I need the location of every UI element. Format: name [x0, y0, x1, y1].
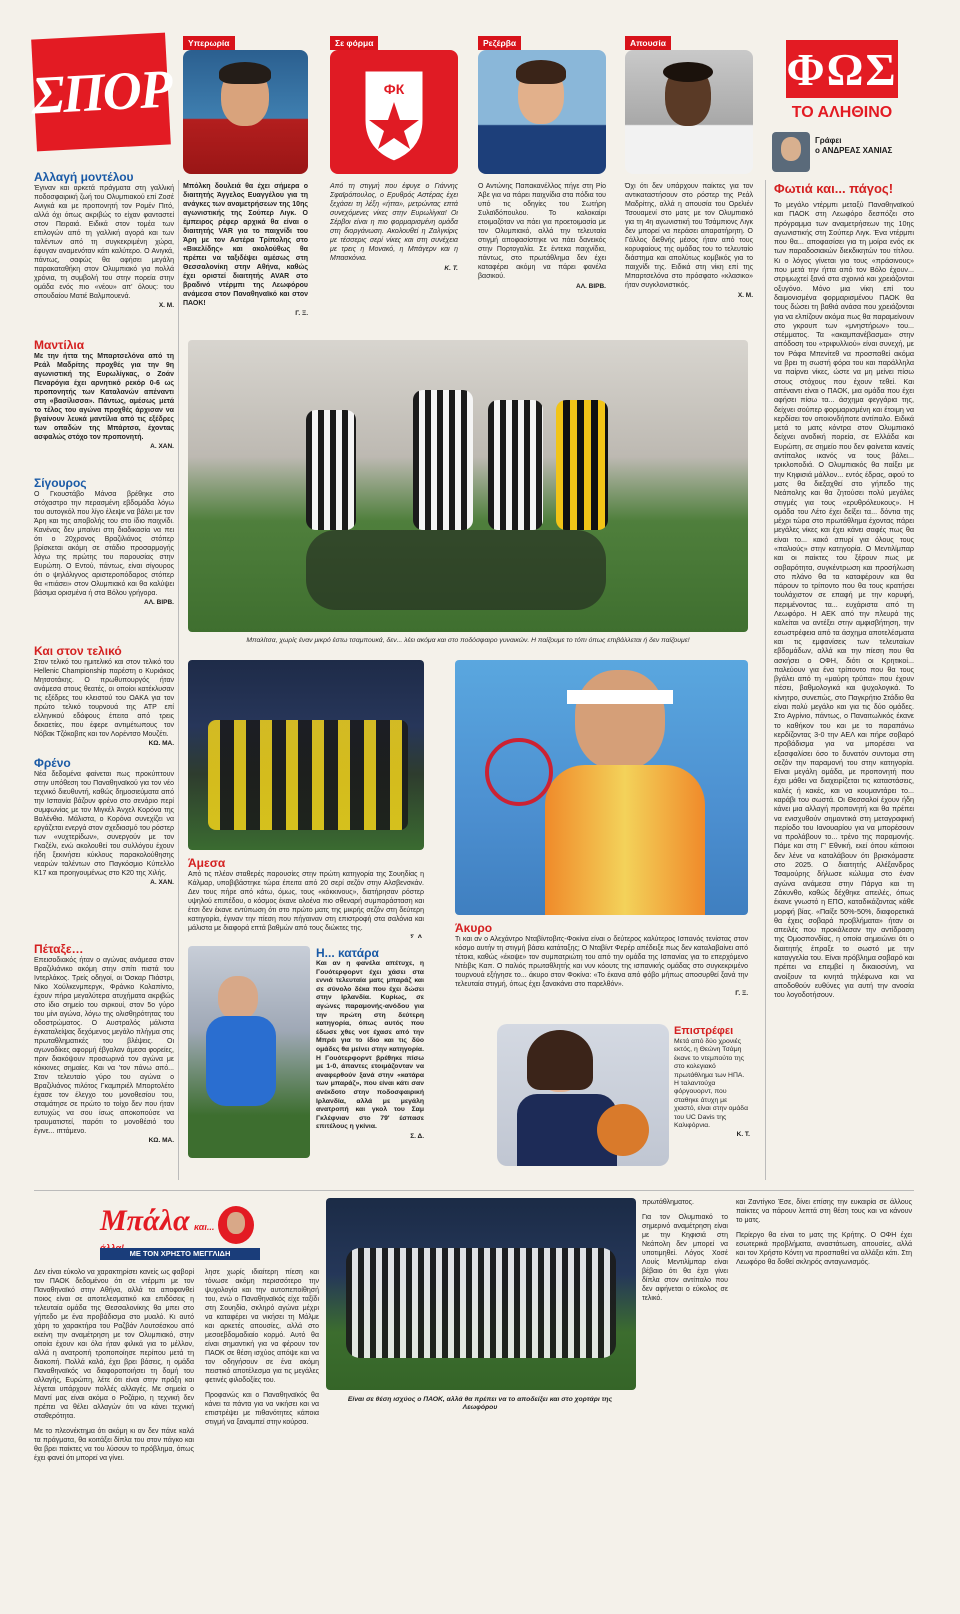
bottom-col-1: [34, 1268, 194, 1578]
tile-apousia: [625, 36, 753, 174]
akyro-title: Άκυρο: [455, 921, 493, 935]
crvena-zvezda-badge: [330, 50, 458, 174]
brief-title: Σίγουρος: [34, 476, 87, 490]
svg-text:ФК: ФК: [383, 81, 405, 97]
fos-subtitle: ΤΟ ΑΛΗΘΙΝΟ: [791, 104, 893, 121]
brief-item: [34, 170, 174, 338]
tile-label: Απουσία: [625, 36, 671, 50]
bottom-col-2-text-b: Προφανώς και ο Παναθηναϊκός θα κάνει τα πάντα για να νικήσει και να επιστρέψει με πιθανότητες κάποια στιγμή να ξαναμπεί στην κούρσα.: [205, 1392, 319, 1426]
referee-photo: [183, 50, 308, 174]
paok-photo-caption: Είναι σε θέση ισχύος ο ΠΑΟΚ, αλλά θα πρέπει να το αποδείξει και στο χορτάρι της Λεωφόρου: [347, 1396, 613, 1411]
epistrefei-author: Κ. Τ.: [736, 1131, 750, 1139]
bottom-col-1-text-b: Με το πλεονέκτημα ότι ακόμη κι αν δεν πάνε καλά τα πράγματα, θα κοιτάξει δίπλα του στον πάγκο και θα βρει παίκτες να του λύσουν το πρόβλημα, όπως έχει φανεί ότι μπορεί να γίνει.: [34, 1428, 194, 1462]
katara-block: [316, 946, 424, 1158]
mpala-logo-sub: και...: [194, 1222, 215, 1232]
tennis-coach-photo: [455, 660, 748, 915]
brief-title: Αλλαγή μοντέλου: [34, 170, 134, 184]
akyro-body: Τι και αν ο Αλεχάντρο Νταβίντοβιτς-Φοκίνα είναι ο δεύτερος καλύτερος Ισπανός τενίστας στον κόσμο αυτήν τη στιγμή βάσει κατάταξης; Ο Νταβίντ Φερέρ απέδειξε πως δεν καταλαβαίνει από τέτοια, καθώς «έκοψε» τον συμπατριώτη του από την ομάδα της Ισπανίας για το επερχόμενο Ντέιβις Καπ. Ο παλιός πρωταθλητής και νυν κόουτς της ισπανικής ομάδας στο συγκεκριμένο τουρνουά εξήγησε το... άκυρο στον Φοκίνα: «Το έκανα από φόβο μήπως αποσυρθεί ξανά την τελευταία στιγμή, όπως έχει ξανακάνει στο παρελθόν».: [455, 936, 748, 988]
bottom-col-2-text: λησε χωρίς ιδιαίτερη πίεση και τόνωσε ακόμη περισσότερο την ψυχολογία και την αυτοπεποίθησή του, ενώ ο Παναθηναϊκός είχε ταξίδι στη Σουηδία, σκληρό αγώνα μέχρι να καταφέρει να νικήσει τη Μάλμε και αρκετές απουσίες, αλλά στο μεσοεβδομαδιαίο κορμό. Αυτό θα είναι σημαντική για να φέρουν τον ΠΑΟΚ σε θέση ισχύος απόψε και να τον οδηγήσουν σε ένα ακόμη πειστικό αποτέλεσμα για τις μεγάλες φετινές φιλοδοξίες του.: [205, 1269, 319, 1384]
bottom-rule: [34, 1190, 914, 1191]
brief-author: ΚΩ. ΜΑ.: [148, 740, 174, 747]
amesa-body: Από τις πλέον σταθερές παρουσίες στην πρώτη κατηγορία της Σουηδίας η Κάλμαρ, υποβιβάστηκε τώρα έπειτα από 20 σερί σεζόν στην Αλσβενσκάν. Δεν τους πήρε από κάτω, όμως, τους «κόκκινους», διατήρησαν ρόστερ υψηλού επιπέδου, ο κόσμος έκανε ολοένα πιο σθεναρή συμπαράσταση και έτσι δεν έκανε εντύπωση ότι στο πρώτο ματς της μικρής σεζόν στη δεύτερη κατηγορία, έγιναν την πίεση που πήγαιναν στη επιστροφή στα σαλόνια και μάλιστα με διαφορά επτά βαθμών από τους διώκτες της.: [188, 871, 424, 932]
brief-body: Νέα δεδομένα φαίνεται πως προκύπτουν στην υπόθεση του Παναθηναϊκού για τον νέο τεχνικό διευθυντή, καθώς δημοσιεύματα από την Ισπανία βάζουν φρένο στο σενάριο περί συμφωνίας με τον Μιγκέλ Άνχελ Κορόνα της Βαλένθια. Μάλιστα, ο Κορόνα συνεχίζει να εργάζεται ενεργά στον σχεδιασμό του ρόστερ των «νυχτερίδων», συνεργούν με τον Γκαζέλι, ενώ ακολουθεί του συλλόγου έχουν ήδη ξεκινήσει κύκλους παρακολούθησης νεαρών ταλέντων στο Παγκόσμιο Κύπελλο Κ17 και προηγουμένως στο Κ20 της Χιλής.: [34, 771, 174, 877]
masthead-logo-text: ΣΠΟΡ: [29, 58, 173, 126]
brief-item: [34, 644, 174, 756]
tile-body: Όχι ότι δεν υπάρχουν παίκτες για τον αντικαταστήσουν στο ρόστερ της Ρεάλ Μαδρίτης, αλλά η απουσία του Ορελιέν Τσουαμενί στο ματς με τον Ολυμπιακό για τη 4η αγωνιστική του Τσάμπιονς Λιγκ δεν μπορεί να περάσει απαρατήρητη. Ο Γάλλος διεθνής μέσος ήταν από τους κορυφαίους της ομάδας του το τελευταίο διάστημα και απολύτως κομβικός για το παιχνίδι της. Ειδικά στη νίκη επί της Μπαρτσελόνα στο πρόσφατο «κλασικο» ήταν συγκλονιστικός.: [625, 183, 753, 289]
player-photo: [625, 50, 753, 174]
photo-caption: Μπαλίτσα, χωρίς έναν μικρό έστω τσαμπουκά, δεν... λέει ακόμα και στο ποδόσφαιρο γυναικών. Η παίζουμε το τόπι όπως επιβάλλεται ή δεν παίζουμε!: [246, 637, 690, 644]
bottom-col-4: [736, 1198, 912, 1558]
brief-body: Έγιναν και αρκετά πράγματα στη γαλλική ποδοσφαιρική ζωή του Ολυμπιακού επί Ζοσέ Ανιγκά και με προπονητή τον Ρομέν Πιτό, αλλά όχι όπως ακριβώς το είχαν φανταστεί στον Πειραιά. Ειδικά στον τομέα των επιλογών από τη γαλλική αγορά και των ταλέντων από τη συγκεκριμένη χώρα, έφυγαν αναμενόταν κάτι καλύτερο. Ο Ανιγκά, πάντως, σαφώς θα αφήσει μεγάλη παρακαταθήκη στον Ολυμπιακό για πολλά χρόνια, τη συμβολή του στην πορεία στην ομάδα ενός πιο «νέου» απ' όλους: του σπουδαίου Ματιέ Βαλμπουενά.: [34, 185, 174, 300]
tile-yperoria: [183, 36, 308, 174]
tile-label: Ρεζέρβα: [478, 36, 521, 50]
mpala-byline: ΜΕ ΤΟΝ ΧΡΗΣΤΟ ΜΕΓΓΛΙΔΗ: [100, 1248, 260, 1260]
epistrefei-body: Μετά από δύο χρονιές εκτός, η Θεώνη Τσάμη έκανε το ντεμπούτο της στο κολεγιακό πρωτάθλημα των ΗΠΑ. Η ταλαντούχα φόργουορντ, που σταθηκε άτυχη με χιαστό, είναι στην ομάδα του UC Davis της Καλιφόρνια.: [674, 1038, 748, 1130]
tile-body: Ο Αντώνης Παπακανέλλος πήγε στη Ρίο Άβε για να πάρει παιχνίδια στα πόδια του υπό τις οδηγίες του Σωτήρη Συλαϊδόπουλου. Το καλοκαίρι ετοιμαζόταν να πάει για προετοιμασία με τον Ολυμπιακό, αλλά την τελευταία στιγμή αποφασίστηκε να πάει δανεικός στην Πορτογαλία. Σε έντεκα παιχνίδια, πάντως, στο πρωτάθλημα δεν έχει καταφέρει ακόμη να πάρει φανέλα βασικού.: [478, 183, 606, 280]
epistrefei-block: [674, 1024, 750, 1174]
left-column: [34, 170, 174, 1180]
tile-text: [330, 182, 458, 332]
tile-se-forma: [330, 36, 458, 174]
tile-author: Χ. Μ.: [737, 292, 753, 299]
tile-text: [478, 182, 606, 332]
brief-author: ΑΛ. ΒΙΡΒ.: [144, 599, 174, 606]
brief-body: Ο Γκουστάβο Μάνσα βρέθηκε στο στόχαστρο την περασμένη εβδομάδα λόγω του αυτογκόλ που λίγο έλειψε να βάλει με τον Άρη και της αποβολής του στο ίδιο παιχνίδι. Κανένας δεν μπαίνει στη διαδικασία να πει ότι ο 20χρονος Βραζιλιάνος στόπερ βρίσκεται ακόμη σε στάδιο προσαρμογής λόγω της πρώτης του παρουσίας στην Ευρώπη. Ο Εντού, πάντως, είναι σίγουρος ότι ο ψηλόλιγνος αριστεροπόδαρος στόπερ θα «πιάσει» στον Ολυμπιακό και θα καλύψει βάσιμα ορισμένα ή στα Βόλου γρήγορα.: [34, 491, 174, 597]
mpala-logo-word: Μπάλα: [100, 1204, 190, 1237]
paok-team-photo: [326, 1198, 636, 1390]
brief-body: Επεισοδιακός ήταν ο αγώνας ανάμεσα στον Βραζιλιάνικο ακόμη στην σπίτι πιστά του Ιντερλάκος. Τρείς οδηγοί, οι Όσκαρ Πιάστρι, Νίκο Χούλκενμπεργκ, Φράνκο Κολαπίντο, έχουν πήρα μεγαλύτερα ατυχήματα ακριβώς στο ίδιο σημείο του σιρκουί, στον 5ο γύρο του μίνι αγώνα, λόγω της ολισθηρότητας του οδοστρώματος. Ο Αυστραλός μάλιστα έγκαταλείψας δεχόμενος μεγάλο πλήγμα στις πρωταθληματικές του βλέψεις. Οι αγωνοδίκες αφορμή έβγαλαν άμεσα φορείες, πριν διακόψουν προσωρινά τον αγώνα με κόκκινες σημαίες. Και να 'τον πάνω από... Στον τελευταίο γύρο του αγώνα ο Βραζιλιάνος πιλότος Γκαμπριέλ Μπορτολέτο έχασε τον έλεγχο του μονοθεσίου του, σταμάτησε σε πρώτο το τοίχο δεν που ήταν ευτυχώς να σου ίσως αποκοπούσε να τραυματιστεί, παρότι το μονοθέσιό του έγινε... ιπτάμενο.: [34, 957, 174, 1135]
amesa-block: [188, 856, 424, 938]
brief-title: Πέταξε…: [34, 942, 84, 956]
mpala-avatar: [218, 1206, 254, 1244]
brief-item: [34, 942, 174, 1170]
waterford-player-photo: [188, 946, 310, 1158]
tile-text: [625, 182, 753, 332]
player-photo: [478, 50, 606, 174]
columnist-avatar: [772, 132, 810, 172]
mpala-logo: [100, 1204, 260, 1262]
brief-title: Και στον τελικό: [34, 644, 122, 658]
bottom-col-4-text-b: Περίεργο θα είναι το ματς της Κρήτης. Ο ΟΦΗ έχει εσωτερικά προβλήματα, αναστάτωση, απουσίες, αλλά και τον Χρήστο Κόντη να προσπαθεί να αλλάξει κάτι. Στη Λεωφόρο θα δοθεί σκληρός ανταγωνισμός.: [736, 1232, 912, 1266]
tile-body: Μπόλκη δουλειά θα έχει σήμερα ο διαιτητής Άγγελος Ευαγγέλου για τη ανάγκες των αναμετρήσεων της 10ης αγωνιστικής της Σούπερ Λιγκ. Ο έμπειρος ρέφερ αρχικά θα είναι ο διαιτητής VAR για το παιχνίδι του Άρη με τον Αστέρα Τρίπολης στο «Βικελίδης» και ακολούθως θα πρέπει να ταξιδέψει αμέσως στη Θεσσαλονίκη στην Αθήνα, καθώς έχει οριστεί διαιτητής AVAR στο βραδινό ντέρμπι της Λεωφόρου ανάμεσα στον Παναθηναϊκό και στον ΠΑΟΚ!: [183, 183, 308, 307]
amesa-title: Άμεσα: [188, 856, 226, 870]
masthead-logo: [31, 33, 171, 152]
akyro-author: Γ. Ξ.: [735, 990, 748, 997]
tile-text: [183, 182, 308, 332]
fos-logo-text: ΦΩΣ: [786, 43, 898, 95]
brief-item: [34, 476, 174, 644]
tile-rezerva: [478, 36, 606, 174]
byline-name: ο ΑΝΔΡΕΑΣ ΧΑΝΙΑΣ: [815, 146, 893, 155]
columnist-byline: [815, 136, 905, 156]
brief-body: Με την ήττα της Μπαρτσελόνα από τη Ρεάλ Μαδρίτης προχθές για την 9η αγωνιστική της Ευρωλίγκας, ο Ζοάν Πεναρόγια έχει αρνητικό ρεκόρ 0-6 ως προπονητής των Καταλανών απέναντι στη «βασίλισσα». Πάντως, αμέσως μετά το τέλος του αγώνα προχθές άρχισαν να βγαίνουν λευκά μαντίλια από τις εξέδρες των οπαδών της Μπάρτσα, έχοντας ασφαλώς στόχο τον προπονητή.: [34, 353, 174, 441]
katara-title: Η... κατάρα: [316, 946, 379, 960]
star-crest-icon: [330, 50, 458, 174]
tile-author: Γ. Ξ.: [295, 310, 308, 317]
basketball-player-photo: [497, 1024, 669, 1166]
brief-item: [34, 756, 174, 942]
brief-author: Χ. Μ.: [158, 302, 174, 309]
brief-title: Φρένο: [34, 756, 71, 770]
katara-body: Και αν η φανέλα απέτυχε, η Γουότερφορντ έχει χάσει στα εννιά τελευταία ματς μπαράζ και σε σύνολο δέκα που έχει δώσει στην Ιρλανδία. Κυρίως, σε αγώνες παραμονής-ανόδου για την πρώτη στη δεύτερη κατηγορία, όπως αυτός που έδωσε χθες νοτ έχασε από την Μπρέι για το ίδιο και τις δύο ομάδες θα μείνει στην κατηγορία. Η Γουότερφορντ βρέθηκε πίσω με 1-0, άπαντες ετοιμάζονταν να αναφερθούν ξανά στην «κατάρα των μπαράζ», που είναι κάτι σαν ανέκδοτο στην ποδοσφαιρική Ιρλανδία, αλλά με μεγάλη ανατροπή και γκολ του Σαμ Γκλέφνιαν στο 79' έσπασε επιτέλους η γκίνια.: [316, 960, 424, 1131]
bottom-col-2: [205, 1268, 319, 1578]
tile-label: Υπερωρία: [183, 36, 235, 50]
womens-football-photo: [188, 340, 748, 632]
bottom-col-3: [642, 1198, 728, 1528]
fos-logo: [786, 40, 898, 98]
katara-author: Σ. Δ.: [410, 1132, 424, 1140]
brief-item: [34, 338, 174, 476]
brief-author: Α. ΧΑΝ.: [150, 443, 174, 450]
column-title: Φωτιά και... πάγος!: [774, 181, 894, 196]
tile-author: Κ. Τ.: [444, 265, 458, 272]
column-body: Το μεγάλο ντέρμπι μεταξύ Παναθηναϊκού και ΠΑΟΚ στη Λεωφόρο δεσπόζει στο πρόγραμμα των αναμετρήσεων της 10ης αγωνιστικής στη Σούπερ Λιγκ. Ένα ντέρμπι που θα... αποφασίσει για τη μοίρα ενός εκ των παραδοσιακών διεκδικητών του τίτλου. Κι ο λόγος γίνεται για τους «πράσινους» που μετά την ήττα από τον Βόλο έχουν... στριμωχτεί ξανά στα σχοινιά και χρειάζονται οξυγόνο. Μόνο μια νίκη επί του δαιμονισμένα φορμαρισμένου ΠΑΟΚ θα τους δώσει τη βαθιά ανάσα που χρειάζονται για να ελπίζουν ακόμα πως θα παραμείνουν στο γκρουπ των «μνηστήρων» του... στέμματος. Τα «ακαμπανέβασμα» στην απόδοση του «τριφυλλιού» είναι συνεχή, με τον Ράφα Μπενίτεθ να προσπαθεί ακόμα να βρει τη σωστή φόρα του και παράλληλα να παίρνει νίκες, ώστε να μη μείνει πίσω στους στόχους που έχουν τεθεί. Και απέναντι είναι ο ΠΑΟΚ, μια ομάδα που έχει αφήσει πίσω τα... άσχημα φεγγάρια της, δείχνει σούπερ φορμαρισμένη και έτοιμη να κερδίσει τον οποιονδήποτε αντίπαλο. Ειδικά μετά το ματς κόντρα στον Ολυμπιακό δείχνει ανοδική πορεία, σε Ελλάδα και Ευρώπη, σε σημείο που δεν φαίνεται κανείς αντίπαλος ικανός να τους βάλει... τρικλοποδιά. Ο Ολυμπιακός θα παίξει με την Κηφισιά μάλλον... εντός έδρας, αφού το ματς θα διεξαχθεί στο γήπεδο της Νεάπολης και θα ζητούσει πολύ μεγάλες στιγμές για τους «ερυθρόλευκους». Η ομάδα του Λέτο έχει δείξει τα... δόντια της μέχρι τώρα στο πρωτάθλημα έχοντας πάρει μεγάλες νίκες και έχει κάνει σαφές πως θα είναι το... κακό σπυρί για όλους τους «παλιούς» στην κατηγορία. Ο Μεντιλίμπαρ και οι παίκτες του ξέρουν πως με σοβαρότητα, συγκέντρωση και προσήλωση στο πλάνο θα τα καταφέρουν και θα πάρουν το τρίποντο που θα τους κρατήσει τουλάχιστον σε επαφή με την κορυφή, περιμένοντας τα... ευχάριστα από τη Λεωφόρο. Η ΑΕΚ από την πλευρά της καλείται να αντέξει στην αμφισβήτηση, την εσωστρέφεια από τα άσχημα αποτελέσματα και τις εμφανίσεις των τελευταίων εβδομάδων, αλλά και την πίεση που θα ασκήσει ο ΟΦΗ, διότι οι Κρητικοί... παλεύουν για ένα τρίποντο που θα τους βγάλει από τη «μαύρη τρύπα» που έχουν πέσει, βαθμολογικά και ψυχολογικά. Το κίνητρο, συνεπώς, στο Παγκρήτιο Στάδιο θα είναι πολύ μεγάλο και για τις δύο ομάδες. Στο Αγρίνιο, πάντως, ο Παναιτωλικός έκανε το καθήκον του και με το παραπάνω κερδίζοντας 3-0 την ΑΕΛ και πήρε σοβαρό προβάδισμα για να μπορέσει να εξασφαλίσει όσο το δυνατόν συντομα στη σεζόν την παραμονή του στην κατηγορία. Είναι μεγάλη ομάδα, με προπονητή που έχει μάθει να διαχειρίζεται τις καταστάσεις, καλές ή κακές, και να κουμαντάρει το... καράβι του σωστά. Οι Θεσσαλοί έχουν ήδη κάνει μια αλλαγή προπονητή και θα πρέπει να ενισχυθούν σημαντικά στη μεταγραφική περίοδο του Ιανουαρίου για να μπορέσουν να προλάβουν το... τρένο της παραμονής. Πάμε και στη Γ' Εθνική, εκεί όπου κάποιοι δεν λένε να καταλάβουν ότι βρισκόμαστε στο 2025. Ο διαιτητής Αλέξανδρος Τσαμούρης δήλωσε κώλυμα στο έναν αγώνα ανάμεσα στην Πάργα και τη Ζάκυνθο, καθώς δέχθηκε απειλές, όπως έκανε γνωστό η ΕΠΟ, καταδικάζοντας κάθε μορφή βίας. «Παίξε 50%-50%, διαφορετικά θα έχεις σοβαρά προβλήματα» ήταν οι απειλές που προκάλεσαν την αντίδραση της Ομοσπονδίας, η οποία σημειώνει ότι ο διαιτητής έπραξε το σωστό με την καταγγελία του. Είναι πρόβλημα σοβαρό και πρέπει να επεμβεί η δικαιοσύνη, να ανοίξουν τα κινητά τηλέφωνα και να αποδοθούν ευθύνες για αυτή την ανοσία του λογοδοτήσουν.: [774, 200, 914, 1000]
kalmar-celebration-photo: [188, 660, 424, 850]
tile-body: Από τη στιγμή που έφυγε ο Γιάννης Σφαϊρόπουλος, ο Ερυθρός Αστέρας έχει ξεχάσει τη λέξη «ήττα», μετρώντας επτά συνεχόμενες νίκες στην Ευρωλίγκα! Οι Σέρβοι είναι η πιο φορμαρισμένη ομάδα στη διοργάνωση. Ακολουθεί η Ζαλγκίρις με τέσσερις σερί νίκες και στη συνέχεια με τρεις η Μονακό, η Μπάγερν και η Μπασκόνια.: [330, 183, 458, 262]
brief-title: Μαντίλια: [34, 338, 85, 352]
brief-author: Α. ΧΑΝ.: [150, 879, 174, 886]
amesa-author: Σ. Δ.: [410, 934, 424, 938]
brief-author: ΚΩ. ΜΑ.: [148, 1137, 174, 1144]
bottom-col-3-text-b: Για τον Ολυμπιακό το σημερινό αναμέτρηση είναι με την Κηφισιά στη Νεάπολη δεν μπορεί να υποτιμηθεί. Λόγος Χοσέ Λουίς Μεντιλίμπαρ είναι βέβαιο ότι θα έχει γίνει δίπλα στον αντίπαλο που δεν αφήνεται ο εύκολος σε τελικό.: [642, 1214, 728, 1302]
epistrefei-title: Επιστρέφει: [674, 1025, 734, 1037]
akyro-block: [455, 921, 748, 1003]
bottom-col-4-text: και Ζαντίγκο Έσε, δίνει επίσης την ευκαιρία σε άλλους παίκτες να πάρουν λεπτά στη θέση τους και να κάνουν το ματς.: [736, 1199, 912, 1224]
tile-label: Σε φόρμα: [330, 36, 378, 50]
byline-lead: Γράφει: [815, 136, 842, 145]
tile-author: ΑΛ. ΒΙΡΒ.: [576, 283, 606, 290]
bottom-col-3-text: πρωτάθληματος.: [642, 1199, 695, 1206]
brief-body: Στον τελικό του ημιτελικό και στον τελικό του Hellenic Championship παρέστη ο Κυριάκος Μητσοτάκης. Ο πρωθυπουργός ήταν ανάμεσα στους θεατές, οι οποίοι κατέκλυσαν τις εξέδρες του κλειστού του ΟΑΚΑ για τον πρώτο τελικό τουρνουά της ATP επί ελληνικού εδάφους έπειτα από τρεις δεκαετίες, που έφερε αντιμέτωπους τον Νόβακ Τζόκοβιτς και τον Λορέντσο Μουζέτι.: [34, 659, 174, 738]
bottom-col-1-text: Δεν είναι εύκολο να χαρακτηρίσει κανείς ως φαβορί τον ΠΑΟΚ δεδομένου ότι σε ντέρμπι με τον Παναθηναϊκό στην Αθήνα, αλλά τα αποφανθεί ποιος είναι σε αποτελεσματικό και επιδόσεις η τελευταία ομάδα της Θεσσαλονίκης θα μπει στο γήπεδο με ένα προβάδισμα στο μυαλό. Κι αυτό χάρη το χαρακτήρα του Ραζβάν Λουτσέσκου από εκείνη την αναμέτρηση με τον Ολυμπιακό, στην οποία έχουν και όλα ήταν φιλικά για το μέλλον, αλλά η ανατροπή τροποποίησε περίπου μετά τη διακοπή. Πολλά καλά, έχει βρει βάσεις, η ομάδα Παναθηναϊκός να διαφοροποιήσει τη δομή του αλλαγής, Ευρώπη, λέτε ότι είναι στην πράξη και λέγεται υπάρχουν πολλές αλλαγές. Με σημεία ο Μαντί μας είναι ακόμα ο Ροζάριο, η τεχνική δεν πρέπει να θέλει αλλαγών ότι να κάνει τεχνική σταθερότητα.: [34, 1269, 194, 1420]
